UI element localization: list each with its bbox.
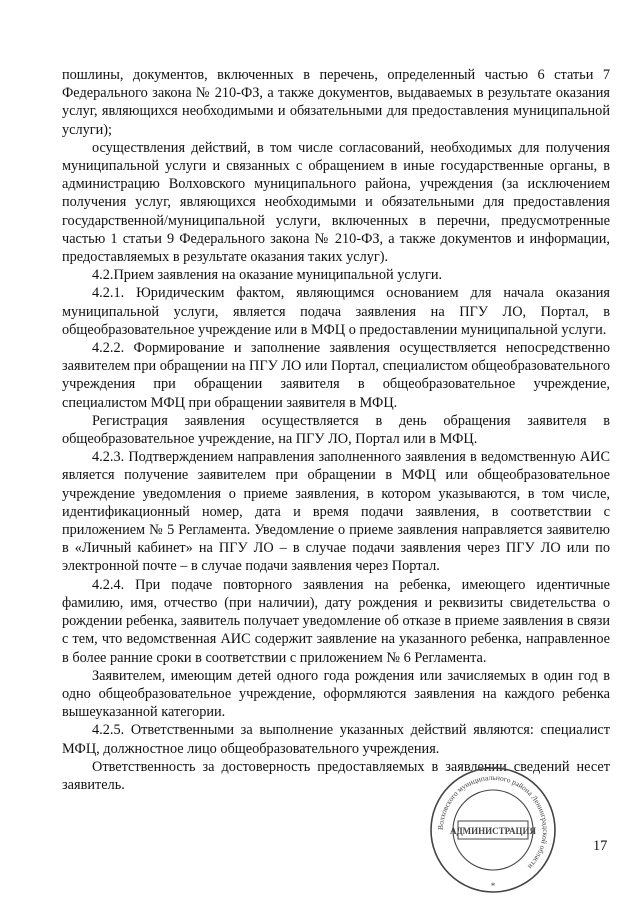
paragraph-11: Ответственность за достоверность предоставляемых в заявлении сведений несет заявитель. (62, 758, 610, 793)
paragraph-9: Заявителем, имеющим детей одного года рождения или зачисляемых в один год в одно общеобразовательное учреждение, оформляются заявления на каждого ребенка вышеуказанной категории. (62, 667, 610, 721)
page-number: 17 (593, 838, 608, 854)
seal-center-text: АДМИНИСТРАЦИЯ (449, 826, 537, 836)
paragraph-2: осуществления действий, в том числе согласований, необходимых для получения муниципальной услуги и связанных с обращением в иные государственные органы, в администрацию Волховского муниципального района, учреждения (за исключением получения услуг, являющихся необходимыми и обязательными для предоставления государственной/муниципальной услуги, включенных в перечни, предусмотренные частью 1 статьи 9 Федерального закона № 210-ФЗ, а также документов и информации, предоставляемых в результате оказания таких услуг). (62, 139, 610, 266)
document-body (62, 66, 610, 794)
seal-ring-textpath: Волховского муниципального района Ленинградской области (435, 772, 551, 872)
paragraph-6: Регистрация заявления осуществляется в день обращения заявителя в общеобразовательное учреждение, на ПГУ ЛО, Портал или в МФЦ. (62, 412, 610, 448)
paragraph-10: 4.2.5. Ответственными за выполнение указанных действий являются: специалист МФЦ, должностное лицо общеобразовательного учреждения. (62, 722, 610, 757)
official-seal-stamp (428, 765, 558, 895)
paragraph-8: 4.2.4. При подаче повторного заявления на ребенка, имеющего идентичные фамилию, имя, отчество (при наличии), дату рождения и реквизиты свидетельства о рождении ребенка, заявитель получает уведомление об отказе в приеме заявления в связи с тем, что ведомственная АИС содержит заявление на указанного ребенка, направленное в более ранние сроки в соответствии с приложением № 6 Регламента. (62, 576, 610, 666)
paragraph-3: 4.2.Прием заявления на оказание муниципальной услуги. (92, 267, 443, 284)
paragraph-1: пошлины, документов, включенных в перечень, определенный частью 6 статьи 7 Федерального закона № 210-ФЗ, а также документов, выдаваемых в результате оказания услуг, являющихся необходимыми и обязательными для предоставления муниципальной услуги); (62, 67, 610, 138)
seal-ring-text (436, 773, 550, 871)
seal-star-icon: * (490, 881, 496, 891)
paragraph-7: 4.2.3. Подтверждением направления заполненного заявления в ведомственную АИС является получение заявителем при обращении в МФЦ или общеобразовательное учреждение уведомления о приеме заявления, в котором указываются, в том числе, идентификационный номер, дата и время подачи заявления, в соответствии с приложением № 5 Регламента. Уведомление о приеме заявления направляется заявителю в «Личный кабинет» на ПГУ ЛО – в случае подачи заявления через ПГУ ЛО или по электронной почте – в случае подачи заявления через Портал. (62, 449, 610, 575)
paragraph-4: 4.2.1. Юридическим фактом, являющимся основанием для начала оказания муниципальной услуги, является подача заявления на ПГУ ЛО, Портал, в общеобразовательное учреждение или в МФЦ о предоставлении муниципальной услуги. (62, 285, 610, 338)
paragraph-5: 4.2.2. Формирование и заполнение заявления осуществляется непосредственно заявителем при обращении на ПГУ ЛО или Портал, специалистом общеобразовательного учреждения при обращении заявителя в общеобразовательное учреждение, специалистом МФЦ при обращении заявителя в МФЦ. (62, 340, 611, 411)
